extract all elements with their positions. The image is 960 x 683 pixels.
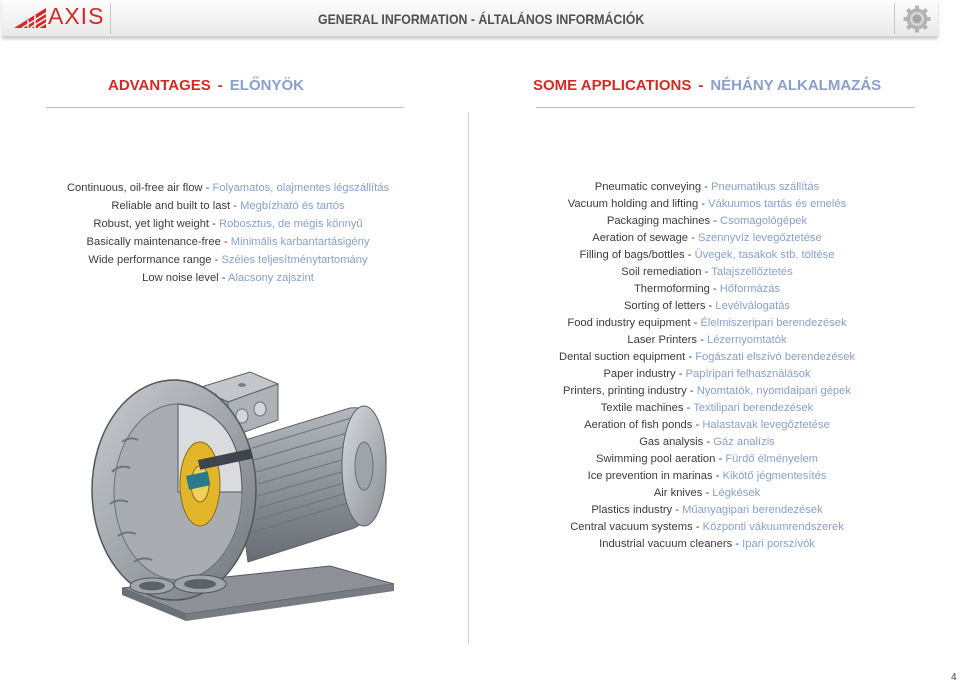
list-item	[476, 451, 938, 468]
list-item-hu: Folyamatos, olajmentes légszállítás	[212, 182, 390, 194]
list-item-hu: Gáz analízis	[713, 436, 775, 448]
list-item-hu: Minimális karbantartásigény	[230, 236, 370, 248]
side-channel-blower-cutaway-image	[82, 352, 402, 624]
list-item-en: Printers, printing industry	[563, 385, 687, 397]
list-item-hu: Megbízható és tartós	[240, 200, 345, 212]
list-item-separator: -	[211, 254, 222, 266]
advantages-list	[12, 179, 444, 287]
list-item-en: Aeration of fish ponds	[584, 419, 693, 431]
list-item-hu: Fogászati elszívó berendezések	[695, 351, 856, 363]
list-item	[476, 298, 938, 315]
list-item-en: Swimming pool aeration	[595, 453, 716, 465]
heading-separator: -	[698, 77, 704, 94]
list-item-hu: Ipari porszívók	[742, 538, 815, 550]
list-item-en: Robust, yet light weight	[93, 218, 210, 230]
list-item-separator: -	[688, 232, 698, 244]
list-item	[476, 179, 938, 196]
list-item-separator: -	[686, 385, 697, 397]
list-item-separator: -	[683, 402, 694, 414]
list-item-en: Aeration of sewage	[592, 232, 689, 244]
list-item-hu: Légkések	[712, 487, 761, 499]
applications-heading-en: SOME APPLICATIONS	[533, 77, 692, 94]
list-item-en: Wide performance range	[88, 254, 212, 266]
advantages-heading-rule	[46, 107, 404, 108]
list-item-separator: -	[675, 368, 686, 380]
list-item-hu: Papíripari felhasználások	[685, 368, 811, 380]
list-item-separator: -	[209, 218, 219, 230]
header-bar	[2, 0, 938, 37]
list-item	[476, 485, 938, 502]
list-item-en: Laser Printers	[627, 334, 698, 346]
list-item-en: Central vacuum systems	[570, 521, 693, 533]
list-item-separator: -	[218, 272, 228, 284]
brand-name: AXIS	[48, 3, 105, 29]
list-item-separator: -	[701, 266, 712, 278]
list-item-hu: Központi vákuumrendszerek	[702, 521, 844, 533]
list-item	[476, 536, 938, 553]
list-item-hu: Talajszellőztetés	[711, 266, 793, 278]
list-item-en: Thermoforming	[633, 283, 710, 295]
applications-heading	[533, 77, 881, 94]
list-item-en: Continuous, oil-free air flow	[66, 182, 203, 194]
list-item-separator: -	[202, 182, 213, 194]
list-item	[12, 233, 444, 251]
list-item-en: Reliable and built to last	[111, 200, 231, 212]
heading-separator: -	[217, 77, 223, 94]
list-item	[12, 215, 444, 233]
list-item-en: Pneumatic conveying	[594, 181, 702, 193]
list-item-hu: Vákuumos tartás és emelés	[708, 198, 847, 210]
list-item-hu: Széles teljesítménytartomány	[221, 254, 368, 266]
applications-list	[476, 179, 938, 553]
list-item-hu: Levélválogatás	[715, 300, 791, 312]
list-item	[476, 281, 938, 298]
list-item	[476, 400, 938, 417]
list-item	[476, 349, 938, 366]
list-item-separator: -	[705, 300, 716, 312]
page-number: 4	[951, 672, 957, 683]
list-item-separator: -	[690, 317, 701, 329]
list-item-hu: Halastavak levegőztetése	[702, 419, 830, 431]
gear-icon[interactable]	[902, 4, 932, 34]
list-item-hu: Üvegek, tasakok stb. töltése	[694, 249, 835, 261]
axis-triangle-logo-icon	[14, 8, 46, 28]
list-item-en: Vacuum holding and lifting	[567, 198, 699, 210]
list-item-en: Sorting of letters	[623, 300, 706, 312]
list-item	[476, 519, 938, 536]
list-item-en: Paper industry	[603, 368, 676, 380]
list-item	[476, 417, 938, 434]
list-item	[476, 196, 938, 213]
list-item-separator: -	[702, 487, 713, 499]
list-item	[476, 247, 938, 264]
list-item-separator: -	[220, 236, 231, 248]
list-item-separator: -	[692, 419, 703, 431]
list-item	[476, 468, 938, 485]
advantages-heading-hu: ELŐNYÖK	[229, 77, 304, 94]
list-item-en: Packaging machines	[606, 215, 711, 227]
list-item-en: Plastics industry	[591, 504, 673, 516]
list-item-en: Textile machines	[600, 402, 684, 414]
list-item-en: Ice prevention in marinas	[587, 470, 713, 482]
list-item-separator: -	[697, 334, 707, 346]
list-item	[476, 332, 938, 349]
column-divider	[468, 112, 469, 644]
list-item-en: Soil remediation	[621, 266, 702, 278]
list-item	[476, 366, 938, 383]
advantages-heading	[108, 77, 304, 94]
list-item-separator: -	[732, 538, 743, 550]
list-item-separator: -	[684, 249, 695, 261]
list-item-separator: -	[692, 521, 703, 533]
list-item-hu: Hőformázás	[719, 283, 781, 295]
header-divider	[110, 3, 111, 34]
advantages-heading-en: ADVANTAGES	[108, 77, 211, 94]
list-item	[12, 269, 444, 287]
list-item	[12, 179, 444, 197]
list-item-hu: Lézernyomtatók	[706, 334, 787, 346]
list-item-separator: -	[672, 504, 683, 516]
list-item-hu: Csomagológépek	[720, 215, 808, 227]
list-item-hu: Robosztus, de mégis könnyű	[218, 218, 363, 230]
applications-heading-rule	[536, 107, 915, 108]
list-item-en: Filling of bags/bottles	[579, 249, 685, 261]
list-item-en: Basically maintenance-free	[86, 236, 221, 248]
list-item-separator: -	[230, 200, 241, 212]
list-item-hu: Nyomtatók, nyomdaipari gépek	[696, 385, 851, 397]
list-item	[476, 434, 938, 451]
list-item-en: Air knives	[653, 487, 703, 499]
list-item-separator: -	[703, 436, 714, 448]
list-item-separator: -	[712, 470, 723, 482]
applications-heading-hu: NÉHÁNY ALKALMAZÁS	[710, 77, 882, 94]
list-item-hu: Műanyagipari berendezések	[682, 504, 823, 516]
list-item-en: Industrial vacuum cleaners	[599, 538, 733, 550]
list-item	[476, 213, 938, 230]
list-item-separator: -	[698, 198, 709, 210]
list-item-hu: Kikötő jégmentesítés	[722, 470, 827, 482]
list-item-hu: Alacsony zajszint	[228, 272, 314, 284]
list-item	[476, 230, 938, 247]
list-item-hu: Szennyvíz levegőztetése	[697, 232, 822, 244]
list-item	[476, 502, 938, 519]
list-item	[12, 251, 444, 269]
page-title: GENERAL INFORMATION - ÁLTALÁNOS INFORMÁCIÓK	[318, 11, 645, 27]
list-item-separator: -	[685, 351, 696, 363]
list-item	[476, 315, 938, 332]
list-item-en: Dental suction equipment	[558, 351, 686, 363]
list-item-hu: Élelmiszeripari berendezések	[700, 317, 847, 329]
list-item-separator: -	[715, 453, 726, 465]
list-item-hu: Textilipari berendezések	[693, 402, 814, 414]
list-item-separator: -	[710, 215, 721, 227]
list-item-en: Gas analysis	[639, 436, 704, 448]
list-item-en: Food industry equipment	[567, 317, 691, 329]
list-item-separator: -	[701, 181, 712, 193]
list-item-hu: Fürdő élményelem	[725, 453, 818, 465]
list-item-hu: Pneumatikus szállítás	[711, 181, 820, 193]
list-item	[476, 383, 938, 400]
list-item	[12, 197, 444, 215]
header-divider	[894, 3, 895, 34]
list-item	[476, 264, 938, 281]
list-item-separator: -	[709, 283, 720, 295]
list-item-en: Low noise level	[142, 272, 219, 284]
